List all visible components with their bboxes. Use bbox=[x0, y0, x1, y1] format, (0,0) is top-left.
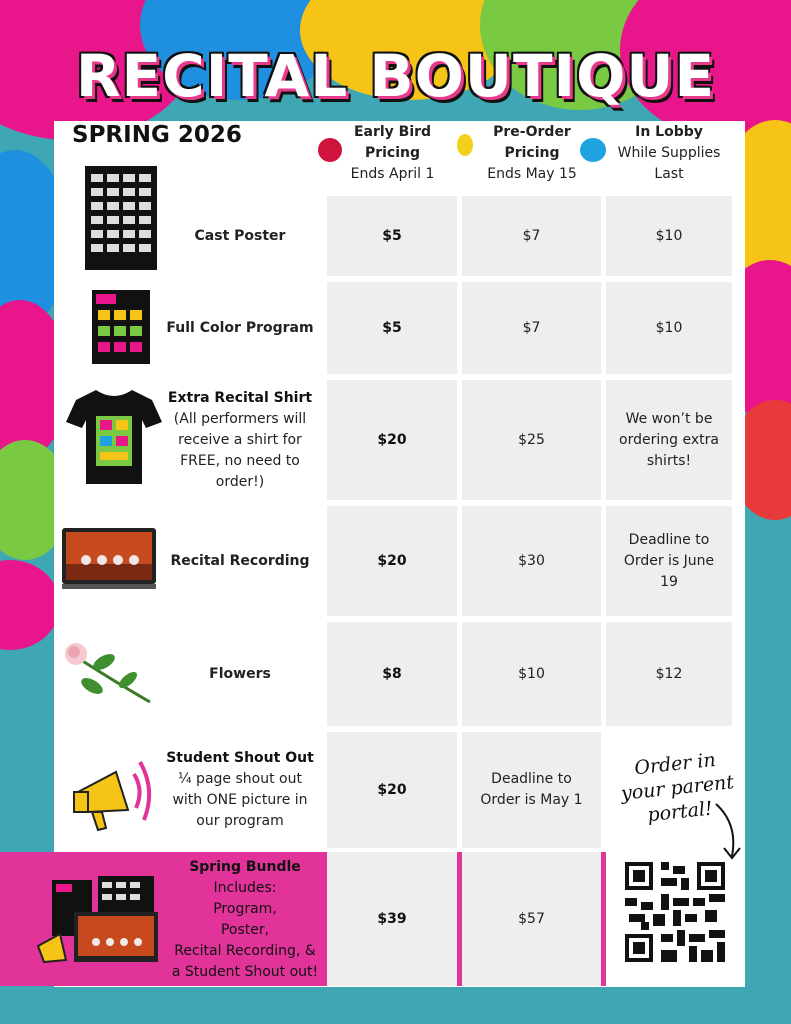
shirt-preorder-price: $25 bbox=[462, 380, 601, 500]
shout-out-name: Student Shout Out bbox=[166, 750, 314, 766]
program-early-price: $5 bbox=[327, 282, 457, 374]
bundle-collage-icon bbox=[34, 876, 158, 972]
shout-out-preorder-note: Deadline to Order is May 1 bbox=[462, 732, 601, 848]
order-in-portal-note: Order in your parent portal! bbox=[620, 748, 735, 827]
season-label: SPRING 2026 bbox=[72, 122, 242, 148]
bundle-name: Spring Bundle bbox=[189, 859, 301, 875]
flowers-early-price: $8 bbox=[327, 622, 457, 726]
early-bird-paint-dot bbox=[318, 138, 342, 162]
cast-poster-lobby-price: $10 bbox=[606, 196, 732, 276]
item-extra-recital-shirt bbox=[165, 380, 315, 500]
laptop-icon bbox=[62, 528, 156, 590]
bundle-line-5: a Student Shout out! bbox=[171, 964, 319, 980]
cast-poster-early-price: $5 bbox=[327, 196, 457, 276]
header-pre-order: Pre-Order Pricing Ends May 15 bbox=[487, 124, 577, 182]
pre-order-paint-dot bbox=[457, 134, 473, 156]
bundle-line-2: Program, bbox=[213, 901, 277, 917]
bundle-divider-right bbox=[601, 852, 606, 986]
page-title: RECITAL BOUTIQUE bbox=[75, 42, 716, 110]
shout-out-early-price: $20 bbox=[327, 732, 457, 848]
shirt-detail: (All performers will receive a shirt for FREE, no need to order!) bbox=[173, 410, 307, 490]
recording-preorder-price: $30 bbox=[462, 506, 601, 616]
item-student-shout-out bbox=[162, 732, 318, 848]
item-flowers: Flowers bbox=[209, 665, 271, 682]
bundle-line-3: Poster, bbox=[220, 922, 270, 938]
bundle-early-price: $39 bbox=[327, 852, 457, 986]
qr-code-icon[interactable] bbox=[625, 862, 725, 962]
rose-icon bbox=[62, 640, 154, 710]
shirt-early-price: $20 bbox=[327, 380, 457, 500]
item-recital-recording: Recital Recording bbox=[170, 552, 310, 569]
item-cast-poster: Cast Poster bbox=[194, 227, 286, 244]
shout-out-detail: ¼ page shout out with ONE picture in our program bbox=[172, 771, 308, 829]
flowers-preorder-price: $10 bbox=[462, 622, 601, 726]
megaphone-icon bbox=[70, 752, 154, 834]
header-in-lobby: In Lobby While Supplies Last bbox=[617, 124, 721, 182]
bundle-description bbox=[160, 856, 330, 984]
shirt-icon bbox=[66, 386, 162, 486]
bundle-line-1: Includes: bbox=[213, 880, 277, 896]
shirt-name: Extra Recital Shirt bbox=[167, 389, 313, 406]
bundle-line-4: Recital Recording, & bbox=[174, 943, 316, 959]
arrow-down-icon bbox=[712, 800, 742, 862]
item-full-color-program: Full Color Program bbox=[166, 319, 314, 336]
recording-early-price: $20 bbox=[327, 506, 457, 616]
recording-lobby-note: Deadline to Order is June 19 bbox=[606, 506, 732, 616]
program-lobby-price: $10 bbox=[606, 282, 732, 374]
header-early-bird: Early Bird Pricing Ends April 1 bbox=[350, 124, 435, 182]
lobby-paint-dot bbox=[580, 138, 606, 162]
cast-poster-preorder-price: $7 bbox=[462, 196, 601, 276]
poster-icon bbox=[85, 166, 157, 270]
shirt-lobby-note: We won’t be ordering extra shirts! bbox=[606, 380, 732, 500]
program-preorder-price: $7 bbox=[462, 282, 601, 374]
bundle-preorder-price: $57 bbox=[462, 852, 601, 986]
program-icon bbox=[92, 290, 150, 364]
flowers-lobby-price: $12 bbox=[606, 622, 732, 726]
